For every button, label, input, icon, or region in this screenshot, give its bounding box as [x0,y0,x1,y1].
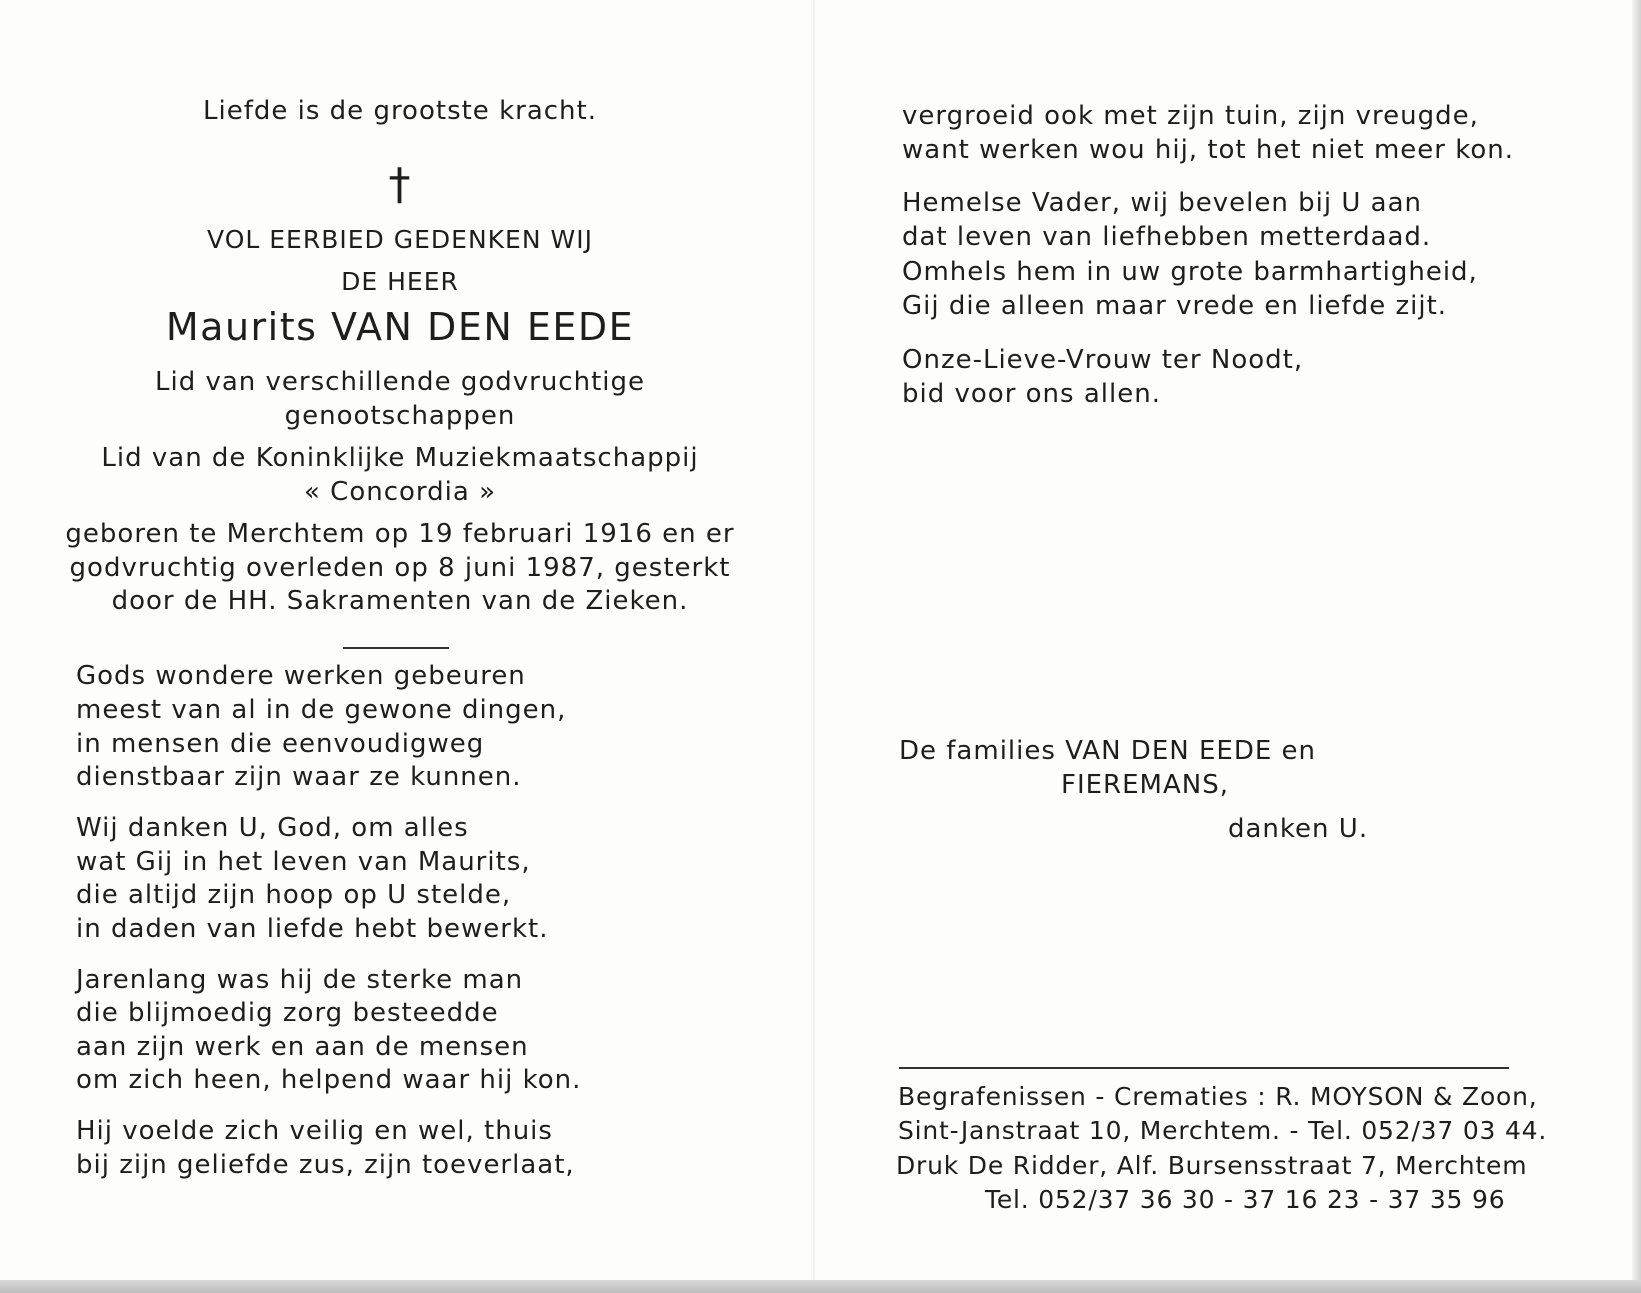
verse-line: om zich heen, helpend waar hij kon. [76,1065,582,1095]
verse-line: dat leven van liefhebben metterdaad. [902,222,1432,252]
prayer-line: bid voor ons allen. [902,379,1161,409]
card-edge [1632,0,1641,1293]
membership-line: genootschappen [284,401,516,431]
verse-line: aan zijn werk en aan de mensen [76,1032,529,1062]
verse-line: die blijmoedig zorg besteedde [76,998,499,1028]
left-panel [60,0,740,1280]
divider [343,647,449,649]
bio-line: geboren te Merchtem op 19 februari 1916 en er [65,519,735,549]
verse-line: dienstbaar zijn waar ze kunnen. [76,762,522,792]
thanks-line: danken U. [1228,814,1369,844]
bio-line: godvruchtig overleden op 8 juni 1987, gesterkt [69,553,731,583]
verse-line: Hemelse Vader, wij bevelen bij U aan [902,188,1422,218]
verse-line: bij zijn geliefde zus, zijn toeverlaat, [76,1150,575,1180]
verse-line: Wij danken U, God, om alles [76,813,469,843]
membership-line: « Concordia » [304,477,496,507]
printer-line: Begrafenissen - Crematies : R. MOYSON & Zoon, [898,1082,1538,1111]
verse-line: die altijd zijn hoop op U stelde, [76,880,512,910]
verse-line: in daden van liefde hebt bewerkt. [76,914,549,944]
printer-line: Druk De Ridder, Alf. Bursensstraat 7, Merchtem [896,1151,1528,1180]
thanks-line: FIEREMANS, [1061,770,1229,800]
thanks-line: De families VAN DEN EEDE en [899,736,1316,766]
printer-line: Tel. 052/37 36 30 - 37 16 23 - 37 35 96 [985,1185,1506,1214]
card-fold [813,0,815,1280]
right-panel [895,0,1548,1280]
intro-text: VOL EERBIED GEDENKEN WIJ [207,225,593,254]
verse-line: want werken wou hij, tot het niet meer kon. [902,135,1515,165]
card-edge [0,1280,1641,1293]
verse-line: Omhels hem in uw grote barmhartigheid, [902,257,1478,287]
deceased-name: Maurits VAN DEN EEDE [165,305,635,349]
verse-line: meest van al in de gewone dingen, [76,695,567,725]
verse-line: vergroeid ook met zijn tuin, zijn vreugde, [902,101,1479,131]
membership-line: Lid van verschillende godvruchtige [154,367,645,397]
verse-line: Jarenlang was hij de sterke man [76,965,524,995]
printer-line: Sint-Janstraat 10, Merchtem. - Tel. 052/37 03 44. [898,1116,1548,1145]
honorific: DE HEER [341,267,459,296]
verse-line: Hij voelde zich veilig en wel, thuis [76,1116,553,1146]
prayer-line: Onze-Lieve-Vrouw ter Noodt, [902,345,1304,375]
cross-icon: † [388,159,412,210]
motto: Liefde is de grootste kracht. [203,96,597,126]
membership-line: Lid van de Koninklijke Muziekmaatschappij [101,443,699,473]
printer-divider [899,1067,1509,1069]
verse-line: wat Gij in het leven van Maurits, [76,847,531,877]
verse-line: Gods wondere werken gebeuren [76,661,526,691]
bio-line: door de HH. Sakramenten van de Zieken. [111,586,689,616]
verse-line: Gij die alleen maar vrede en liefde zijt. [902,291,1448,321]
verse-line: in mensen die eenvoudigweg [76,729,485,759]
